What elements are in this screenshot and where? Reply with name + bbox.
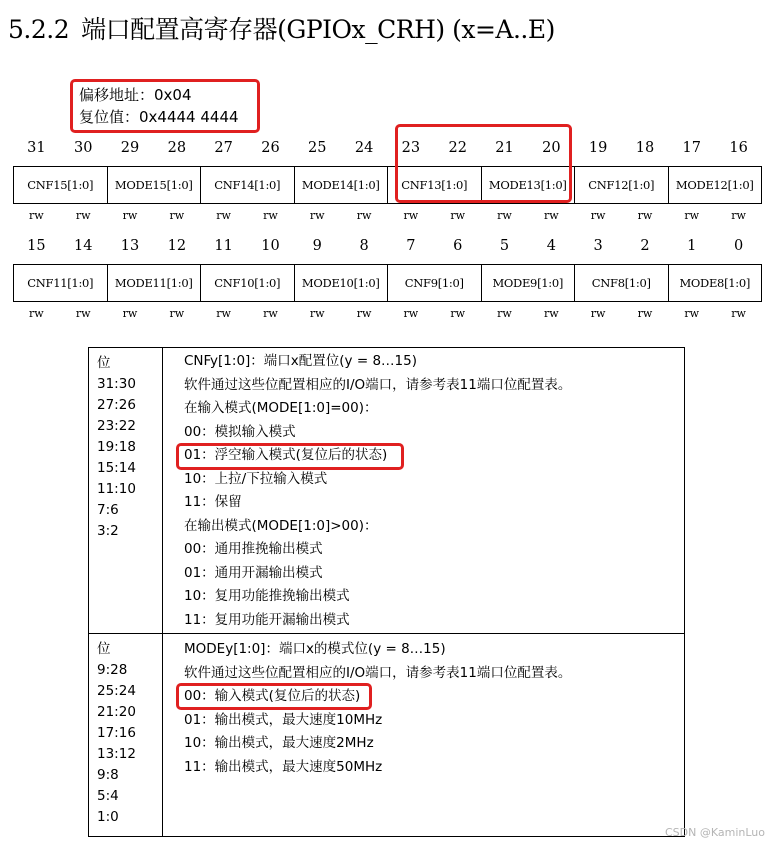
bit-number: 24 <box>354 140 374 156</box>
access-rw: rw <box>403 307 419 320</box>
watermark: CSDN @KaminLuo <box>665 826 765 839</box>
access-rw: rw <box>403 209 419 222</box>
register-field: MODE12[1:0] <box>675 178 754 192</box>
mode-bit-range: 17:16 <box>97 725 136 741</box>
cnf-line: 01：通用开漏输出模式 <box>184 564 323 581</box>
bit-number: 31 <box>27 140 46 156</box>
table-row-separator <box>89 633 684 634</box>
bit-number: 14 <box>73 238 93 254</box>
bit-number: 20 <box>542 140 561 156</box>
access-rw: rw <box>216 209 231 222</box>
access-rw: rw <box>590 209 606 222</box>
register-field: CNF12[1:0] <box>575 167 669 203</box>
register-field: CNF10[1:0] <box>201 265 295 301</box>
mode-line: 10：输出模式，最大速度2MHz <box>184 735 374 751</box>
bit-number: 4 <box>546 238 556 254</box>
bit-number: 25 <box>308 140 327 156</box>
access-rw: rw <box>450 209 466 222</box>
section-number: 5.2.2 <box>8 15 70 44</box>
cnf-bit-range: 15:14 <box>97 460 136 476</box>
cnf-line: 在输出模式(MODE[1:0]>00)： <box>184 517 378 534</box>
access-rw: rw <box>497 307 512 320</box>
mode-line: 00：输入模式(复位后的状态) <box>184 688 361 704</box>
access-rw: rw <box>637 307 653 320</box>
cnf-bit-range: 31:30 <box>97 376 136 392</box>
bit-number: 10 <box>261 238 280 254</box>
mode-bit-range: 21:20 <box>97 704 136 720</box>
mode-line: 01：输出模式，最大速度10MHz <box>184 711 383 728</box>
bit-number: 7 <box>406 238 416 254</box>
cnf-line: 00：通用推挽输出模式 <box>184 541 323 557</box>
access-rw: rw <box>684 209 700 222</box>
bit-number: 27 <box>214 140 233 156</box>
cnf-line: 11：保留 <box>184 494 242 510</box>
bit-number: 13 <box>120 238 140 254</box>
register-field: CNF9[1:0] <box>388 265 482 301</box>
mode-description <box>184 638 571 779</box>
bit-number: 12 <box>167 238 187 254</box>
bit-number: 22 <box>448 140 467 156</box>
bit-number: 18 <box>635 140 655 156</box>
section-title <box>8 10 555 46</box>
bit-number: 15 <box>27 238 46 254</box>
access-rw: rw <box>75 307 91 320</box>
access-rw: rw <box>590 307 606 320</box>
mode-bit-list <box>97 639 136 828</box>
register-field: MODE8[1:0] <box>679 276 751 290</box>
register-field: MODE9[1:0] <box>482 265 576 301</box>
mode-bit-range: 9:28 <box>97 662 128 678</box>
cnf-line: 10：上拉/下拉输入模式 <box>184 470 328 487</box>
access-rw: rw <box>29 209 44 222</box>
access-rw: rw <box>122 209 138 222</box>
bit-number: 3 <box>593 238 603 254</box>
bit-numbers-high <box>13 140 762 160</box>
access-rw: rw <box>356 209 372 222</box>
register-field: MODE15[1:0] <box>108 167 202 203</box>
description-table <box>88 347 685 837</box>
access-rw: rw <box>75 209 91 222</box>
access-rw: rw <box>169 307 185 320</box>
access-rw: rw <box>263 209 278 222</box>
bit-number: 29 <box>120 140 140 156</box>
cnf-line: 00：模拟输入模式 <box>184 423 296 440</box>
register-field: CNF13[1:0] <box>388 167 482 203</box>
access-rw: rw <box>309 307 325 320</box>
access-row-high <box>13 209 762 225</box>
register-field: MODE10[1:0] <box>295 265 389 301</box>
access-rw: rw <box>29 307 44 320</box>
bit-number: 5 <box>499 238 510 254</box>
mode-line: 11：输出模式，最大速度50MHz <box>184 758 383 775</box>
access-rw: rw <box>356 307 372 320</box>
field-row-high <box>13 166 762 204</box>
bit-number: 0 <box>733 238 744 254</box>
mode-line: 软件通过这些位配置相应的I/O端口，请参考表11端口位配置表。 <box>184 664 572 681</box>
cnf-bit-range: 位 <box>97 355 111 371</box>
bit-number: 6 <box>453 238 463 254</box>
access-row-low <box>13 307 762 323</box>
access-rw: rw <box>263 307 278 320</box>
cnf-bit-range: 23:22 <box>97 418 136 434</box>
bit-number: 19 <box>588 140 608 156</box>
mode-bit-range: 13:12 <box>97 746 136 762</box>
cnf-line: 11：复用功能开漏输出模式 <box>184 611 350 628</box>
bit-number: 28 <box>167 140 187 156</box>
cnf-bit-range: 27:26 <box>97 397 136 413</box>
cnf-line: 在输入模式(MODE[1:0]=00)： <box>184 400 378 416</box>
register-field: MODE11[1:0] <box>108 265 202 301</box>
access-rw: rw <box>543 307 559 320</box>
reset-value: 复位值：0x4444 4444 <box>79 108 239 126</box>
access-rw: rw <box>122 307 138 320</box>
cnf-line: CNFy[1:0]：端口x配置位(y = 8…15) <box>184 353 417 369</box>
access-rw: rw <box>497 209 512 222</box>
access-rw: rw <box>731 209 746 222</box>
cnf-bit-range: 11:10 <box>97 481 136 497</box>
access-rw: rw <box>169 209 185 222</box>
bit-number: 21 <box>495 140 514 156</box>
register-field: MODE13[1:0] <box>482 167 576 203</box>
mode-bit-range: 9:8 <box>97 767 119 783</box>
access-rw: rw <box>731 307 746 320</box>
bit-number: 26 <box>261 140 280 156</box>
bit-number: 2 <box>640 238 650 254</box>
cnf-bit-list <box>97 353 136 542</box>
bit-number: 8 <box>359 238 369 254</box>
bit-number: 9 <box>312 238 322 254</box>
access-rw: rw <box>684 307 700 320</box>
bit-number: 11 <box>214 238 233 254</box>
access-rw: rw <box>216 307 231 320</box>
cnf-bit-range: 19:18 <box>97 439 136 455</box>
field-row-low <box>13 264 762 302</box>
cnf-description <box>184 350 571 632</box>
mode-bit-range: 位 <box>97 641 111 657</box>
mode-bit-range: 1:0 <box>97 809 119 825</box>
bit-number: 23 <box>401 140 421 156</box>
access-rw: rw <box>543 209 559 222</box>
bit-number: 1 <box>687 238 697 254</box>
access-rw: rw <box>450 307 466 320</box>
cnf-bit-range: 7:6 <box>97 502 119 518</box>
cnf-line: 10：复用功能推挽输出模式 <box>184 588 350 604</box>
register-info <box>79 84 239 128</box>
table-divider <box>162 348 163 836</box>
cnf-line: 01：浮空输入模式(复位后的状态) <box>184 447 388 463</box>
mode-bit-range: 5:4 <box>97 788 119 804</box>
register-field: CNF14[1:0] <box>201 167 295 203</box>
cnf-bit-range: 3:2 <box>97 523 119 539</box>
bit-number: 30 <box>73 140 93 156</box>
mode-bit-range: 25:24 <box>97 683 136 699</box>
bit-numbers-low <box>13 238 762 258</box>
cnf-line: 软件通过这些位配置相应的I/O端口，请参考表11端口位配置表。 <box>184 376 572 393</box>
bit-number: 16 <box>729 140 748 156</box>
access-rw: rw <box>637 209 653 222</box>
mode-line: MODEy[1:0]：端口x的模式位(y = 8…15) <box>184 641 446 657</box>
register-field: CNF15[1:0] <box>14 167 108 203</box>
register-field: CNF8[1:0] <box>575 265 669 301</box>
register-field: MODE14[1:0] <box>295 167 389 203</box>
offset-address: 偏移地址：0x04 <box>79 86 192 104</box>
bit-number: 17 <box>682 140 701 156</box>
register-field: CNF11[1:0] <box>14 265 108 301</box>
section-title-text: 端口配置高寄存器(GPIOx_CRH) (x=A..E) <box>81 15 555 44</box>
access-rw: rw <box>309 209 325 222</box>
